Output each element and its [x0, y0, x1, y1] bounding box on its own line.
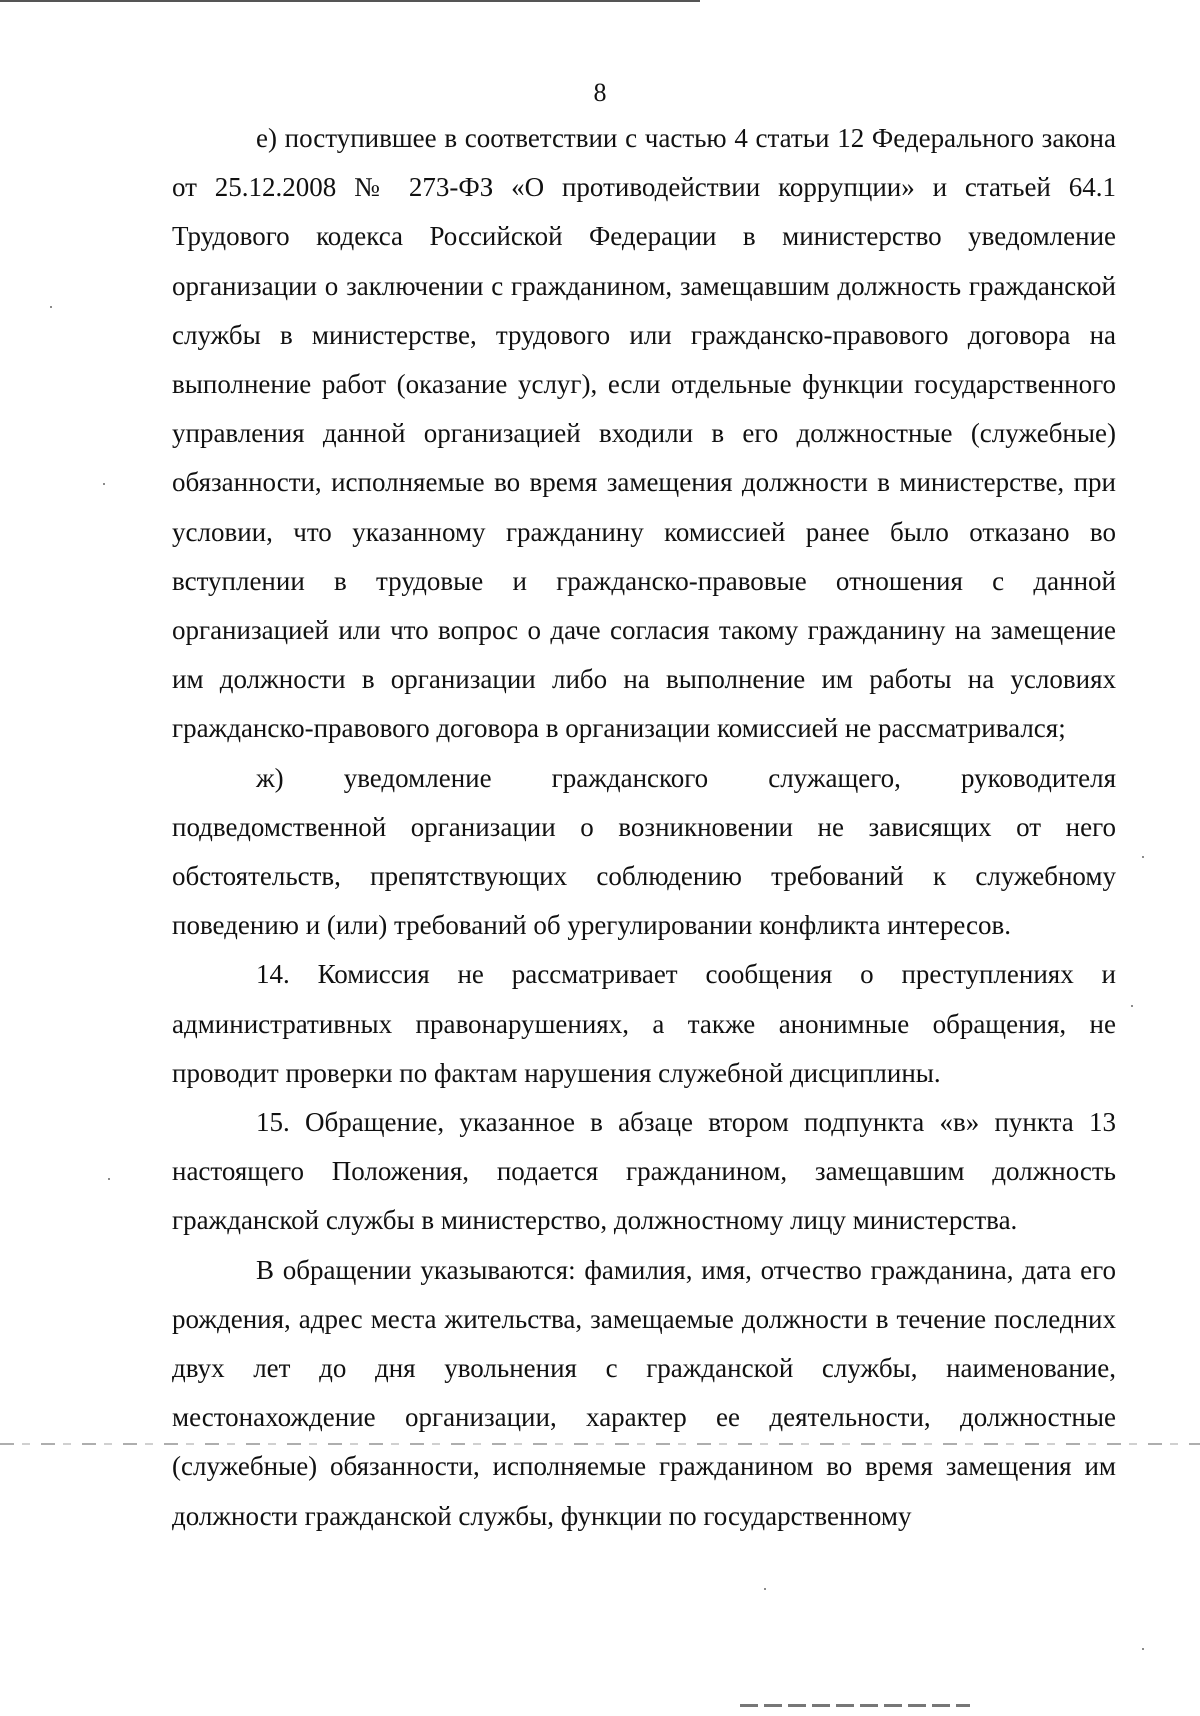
scan-bottom-edge	[740, 1704, 970, 1707]
paragraph-appeal-contents: В обращении указываются: фамилия, имя, отчество гражданина, дата его рождения, адрес места жительства, замещаемые должности в течение последних двух лет до дня увольнения с гражданской службы, наименование, местонахождение организации, характер ее деятельности, должностные (служебные) обязанности, исполняемые гражданином во время замещения им должности гражданской службы, функции по государственному	[172, 1254, 1116, 1531]
paragraph-15: 15. Обращение, указанное в абзаце втором подпункта «в» пункта 13 настоящего Положения, подается гражданином, замещавшим должность гражданской службы в министерство, должностному лицу министерства.	[172, 1107, 1116, 1236]
scan-speck	[103, 483, 105, 485]
scan-top-edge	[0, 0, 700, 2]
scan-speck	[1142, 1648, 1144, 1650]
scan-artifact-line	[0, 1443, 1200, 1445]
scan-speck	[764, 1588, 766, 1590]
paragraph-item-e: е) поступившее в соответствии с частью 4 статьи 12 Федерального закона от 25.12.2008 № 273-ФЗ «О противодействии коррупции» и статьей 64.1 Трудового кодекса Российской Федерации в министерство уведомление организации о заключении с гражданином, замещавшим должность гражданской службы в министерстве, трудового или гражданско-правового договора на выполнение работ (оказание услуг), если отдельные функции государственного управления данной организацией входили в его должностные (служебные) обязанности, исполняемые во время замещения должности в министерстве, при условии, что указанному гражданину комиссией ранее было отказано во вступлении в трудовые и гражданско-правовые отношения с данной организацией или что вопрос о даче согласия такому гражданину на замещение им должности в организации либо на выполнение им работы на условиях гражданско-правового договора в организации комиссией не рассматривался;	[172, 123, 1116, 744]
scan-speck	[108, 1178, 110, 1180]
paragraph-item-zh: ж) уведомление гражданского служащего, руководителя подведомственной организации о возникновении не зависящих от него обстоятельств, препятствующих соблюдению требований к служебному поведению и (или) требований об урегулировании конфликта интересов.	[172, 762, 1116, 941]
document-body	[172, 114, 1116, 1541]
scan-speck	[1131, 1005, 1133, 1007]
page-number: 8	[593, 78, 607, 107]
paragraph-14: 14. Комиссия не рассматривает сообщения о преступлениях и административных правонарушениях, а также анонимные обращения, не проводит проверки по фактам нарушения служебной дисциплины.	[172, 959, 1116, 1088]
scan-speck	[50, 306, 52, 308]
scan-speck	[1142, 856, 1144, 858]
